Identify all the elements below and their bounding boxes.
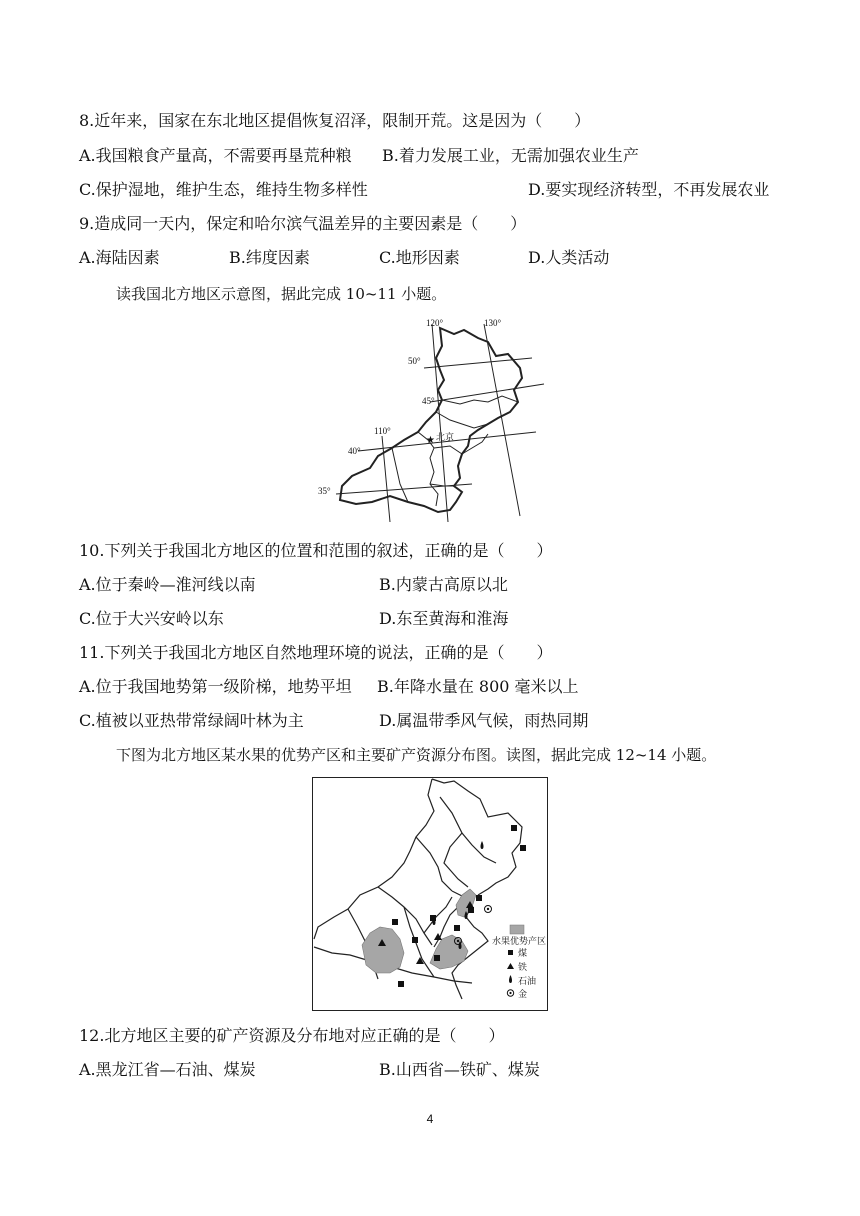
intro-12-14: 下图为北方地区某水果的优势产区和主要矿产资源分布图。读图，据此完成 12~14 小题。 bbox=[116, 746, 717, 764]
provincial-line-2 bbox=[444, 833, 468, 887]
question-10-option-c: C.位于大兴安岭以东 bbox=[79, 609, 224, 628]
question-9-stem: 9.造成同一天内，保定和哈尔滨气温差异的主要因素是（ ） bbox=[79, 214, 527, 233]
legend-coal-label: 煤 bbox=[518, 948, 528, 958]
question-11-stem: 11.下列关于我国北方地区自然地理环境的说法，正确的是（ ） bbox=[79, 643, 553, 662]
question-10-option-a: A.位于秦岭—淮河线以南 bbox=[79, 575, 256, 594]
province-boundary-1 bbox=[442, 396, 518, 404]
legend-fruit-label: 水果优势产区 bbox=[492, 936, 547, 946]
inner-mongolia-boundary bbox=[314, 779, 434, 939]
oil-icon bbox=[481, 841, 484, 849]
meridian-120 bbox=[432, 324, 448, 522]
question-10-option-d: D.东至黄海和淮海 bbox=[379, 609, 509, 628]
lat-label-45: 45° bbox=[422, 396, 435, 406]
legend-oil-label: 石油 bbox=[518, 976, 537, 986]
question-12-option-a: A.黑龙江省—石油、煤炭 bbox=[79, 1060, 256, 1079]
lat-label-35: 35° bbox=[318, 486, 331, 496]
question-8-stem: 8.近年来，国家在东北地区提倡恢复沼泽，限制开荒。这是因为（ ） bbox=[79, 111, 591, 130]
provincial-line-7 bbox=[424, 897, 452, 933]
question-9-option-c: C.地形因素 bbox=[379, 248, 460, 267]
legend-shaded-area-icon bbox=[510, 925, 524, 934]
page-number: 4 bbox=[426, 1112, 434, 1126]
question-9-option-a: A.海陆因素 bbox=[79, 248, 160, 267]
legend-iron-label: 铁 bbox=[518, 962, 528, 972]
question-9-option-b: B.纬度因素 bbox=[229, 248, 310, 267]
coal-icon bbox=[454, 925, 460, 931]
province-boundary-6 bbox=[392, 448, 408, 502]
coastline-bohai bbox=[462, 434, 488, 454]
city-label-beijing: 北京 bbox=[436, 432, 455, 442]
lat-label-50: 50° bbox=[408, 356, 421, 366]
province-boundary-5 bbox=[430, 484, 454, 486]
provincial-line-1 bbox=[440, 797, 496, 863]
legend-iron-icon bbox=[507, 963, 514, 969]
question-11-option-a: A.位于我国地势第一级阶梯，地势平坦 bbox=[79, 677, 352, 696]
province-boundary-2 bbox=[436, 412, 488, 428]
star-icon: ★ bbox=[426, 435, 435, 446]
question-11-option-b: B.年降水量在 800 毫米以上 bbox=[377, 677, 579, 696]
coal-icon bbox=[398, 981, 404, 987]
map-legend bbox=[492, 925, 546, 999]
coal-icon bbox=[434, 955, 440, 961]
lat-label-40: 40° bbox=[348, 446, 361, 456]
provincial-line-3 bbox=[416, 837, 452, 891]
lon-label-130: 130° bbox=[484, 318, 502, 328]
question-10-option-b: B.内蒙古高原以北 bbox=[379, 575, 508, 594]
province-boundary-4 bbox=[434, 446, 462, 454]
question-10-stem: 10.下列关于我国北方地区的位置和范围的叙述，正确的是（ ） bbox=[79, 541, 553, 560]
question-8-option-a: A.我国粮食产量高，不需要再垦荒种粮 bbox=[79, 146, 352, 165]
legend-gold-label: 金 bbox=[518, 989, 528, 999]
northeast-outline bbox=[432, 779, 522, 895]
fruit-mineral-map bbox=[312, 777, 548, 1011]
coal-icon bbox=[476, 895, 482, 901]
north-china-sketch-map bbox=[312, 316, 548, 522]
map-frame bbox=[313, 778, 548, 1011]
coal-icon bbox=[520, 845, 526, 851]
coal-icon bbox=[412, 937, 418, 943]
question-11-option-d: D.属温带季风气候，雨热同期 bbox=[379, 711, 589, 730]
coal-icon bbox=[392, 919, 398, 925]
parallel-45 bbox=[430, 384, 544, 402]
question-9-option-d: D.人类活动 bbox=[528, 248, 610, 267]
intro-10-11: 读我国北方地区示意图，据此完成 10~11 小题。 bbox=[116, 285, 447, 303]
fruit-area-shanxi bbox=[362, 927, 404, 973]
fruit-area-shandong bbox=[430, 935, 468, 969]
coal-icon bbox=[511, 825, 517, 831]
question-8-option-d: D.要实现经济转型，不再发展农业 bbox=[528, 180, 770, 199]
legend-coal-icon bbox=[508, 950, 513, 955]
question-11-option-c: C.植被以亚热带常绿阔叶林为主 bbox=[79, 711, 304, 730]
question-8-option-b: B.着力发展工业，无需加强农业生产 bbox=[382, 146, 639, 165]
legend-oil-icon bbox=[509, 975, 512, 983]
question-8-option-c: C.保护湿地，维护生态，维持生物多样性 bbox=[79, 180, 368, 199]
meridian-130 bbox=[484, 324, 520, 516]
lon-label-110: 110° bbox=[374, 426, 391, 436]
question-12-stem: 12.北方地区主要的矿产资源及分布地对应正确的是（ ） bbox=[79, 1026, 505, 1045]
question-12-option-b: B.山西省—铁矿、煤炭 bbox=[379, 1060, 540, 1079]
lon-label-120: 120° bbox=[426, 318, 444, 328]
